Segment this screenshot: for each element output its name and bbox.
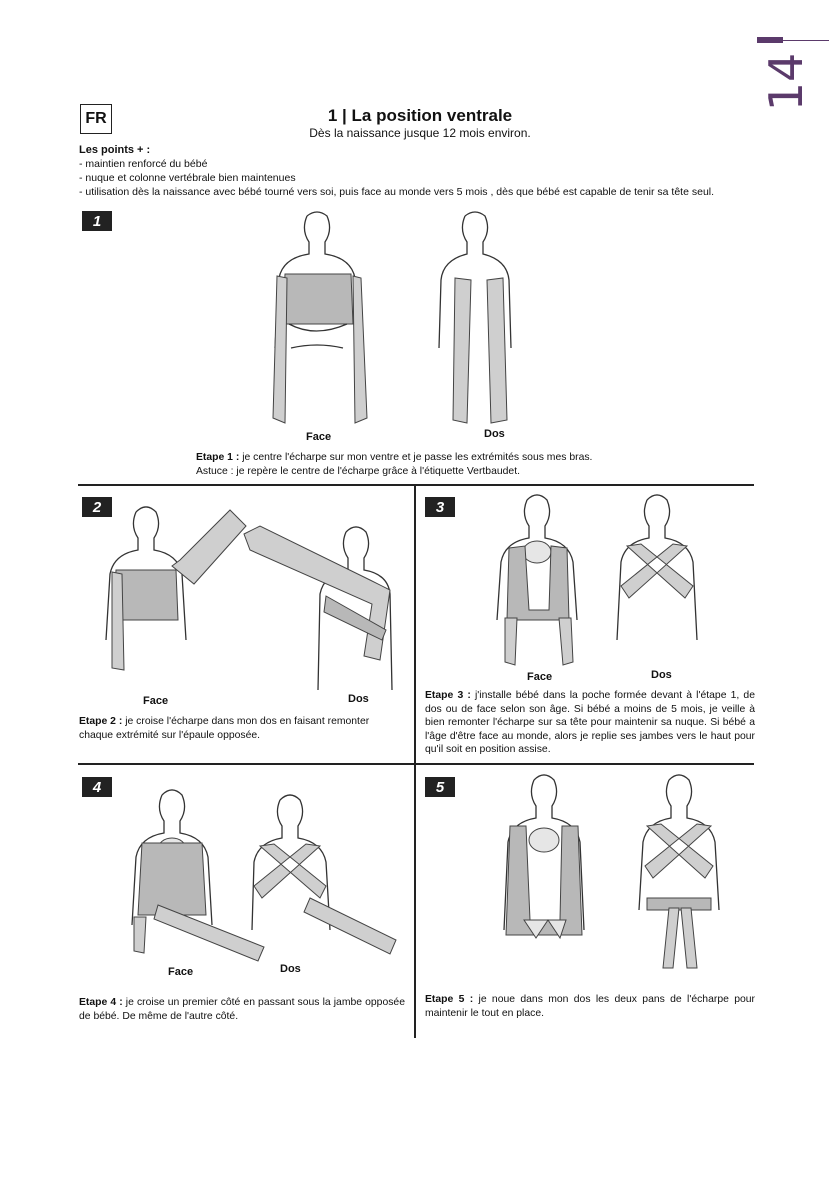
step-3-caption-head: Etape 3 :: [425, 690, 471, 701]
page-subtitle: Dès la naissance jusque 12 mois environ.: [309, 126, 531, 140]
step-3-caption-text: j'installe bébé dans la poche formée devant à l'étape 1, de dos ou de face selon son âge. Si bébé a moins de 5 mois, je veille à bien remonter l'écharpe sur sa tête pour maintenir sa nuque. Si bébé a l'âge d'être face au monde, alors je replie ses jambes vers le haut pour qu'il soit en position assise.: [425, 690, 755, 755]
step-2-face-label: Face: [143, 695, 169, 707]
step-2-caption-head: Etape 2 :: [79, 716, 123, 727]
step-2-back-illustration: [240, 520, 410, 690]
step-5-face-illustration: [490, 770, 600, 970]
step-3-face-label: Face: [527, 671, 553, 683]
step-1-badge: 1: [82, 211, 112, 231]
step-3-back-illustration: [605, 490, 715, 660]
step-1-back-illustration: [425, 208, 535, 433]
step-1-back-label: Dos: [484, 428, 505, 440]
language-badge: FR: [80, 104, 112, 134]
step-5-badge: 5: [425, 777, 455, 797]
step-1-face-illustration: [255, 208, 385, 433]
step-2-caption-text: je croise l'écharpe dans mon dos en faisant remonter chaque extrémité sur l'épaule opposée.: [79, 716, 370, 741]
step-4-face-label: Face: [168, 966, 194, 978]
step-4-caption-head: Etape 4 :: [79, 997, 123, 1008]
step-2-caption: [79, 715, 399, 742]
step-3-badge: 3: [425, 497, 455, 517]
page-number: 14: [759, 52, 813, 112]
step-5-caption-text: je noue dans mon dos les deux pans de l'écharpe pour maintenir le tout en place.: [425, 994, 755, 1019]
divider-horizontal: [78, 484, 754, 486]
step-2-face-illustration: [100, 500, 250, 690]
step-3-face-illustration: [485, 490, 595, 670]
step-1-caption-head: Etape 1 :: [196, 452, 240, 463]
page-tab-line: [757, 40, 829, 41]
step-2-badge: 2: [82, 497, 112, 517]
step-4-caption-text: je croise un premier côté en passant sous la jambe opposée de bébé. De même de l'autre côté.: [79, 997, 405, 1022]
points-title: Les points + :: [79, 144, 151, 156]
step-1-caption-text: je centre l'écharpe sur mon ventre et je passe les extrémités sous mes bras.: [239, 452, 593, 463]
divider-horizontal: [78, 763, 754, 765]
point-item: - maintien renforcé du bébé: [79, 158, 208, 170]
page-title: 1 | La position ventrale: [327, 106, 513, 125]
point-item: - utilisation dès la naissance avec bébé tourné vers soi, puis face au monde vers 5 mois , dès que bébé est capable de tenir sa tête seul.: [79, 186, 715, 198]
step-1-tip: Astuce : je repère le centre de l'écharpe grâce à l'étiquette Vertbaudet.: [196, 466, 520, 477]
step-4-back-illustration: [250, 790, 400, 960]
step-3-caption: [425, 689, 755, 757]
step-4-back-label: Dos: [280, 963, 301, 975]
step-5-caption-head: Etape 5 :: [425, 994, 474, 1005]
step-4-caption: [79, 996, 405, 1023]
step-2-back-label: Dos: [348, 693, 369, 705]
divider-vertical: [414, 484, 416, 1038]
step-4-face-illustration: [118, 785, 268, 970]
step-1-face-label: Face: [306, 431, 332, 443]
step-4-badge: 4: [82, 777, 112, 797]
step-5-caption: [425, 993, 755, 1020]
point-item: - nuque et colonne vertébrale bien maintenues: [79, 172, 296, 184]
step-5-back-illustration: [625, 770, 735, 970]
step-1-caption: [196, 451, 756, 465]
step-3-back-label: Dos: [651, 669, 672, 681]
